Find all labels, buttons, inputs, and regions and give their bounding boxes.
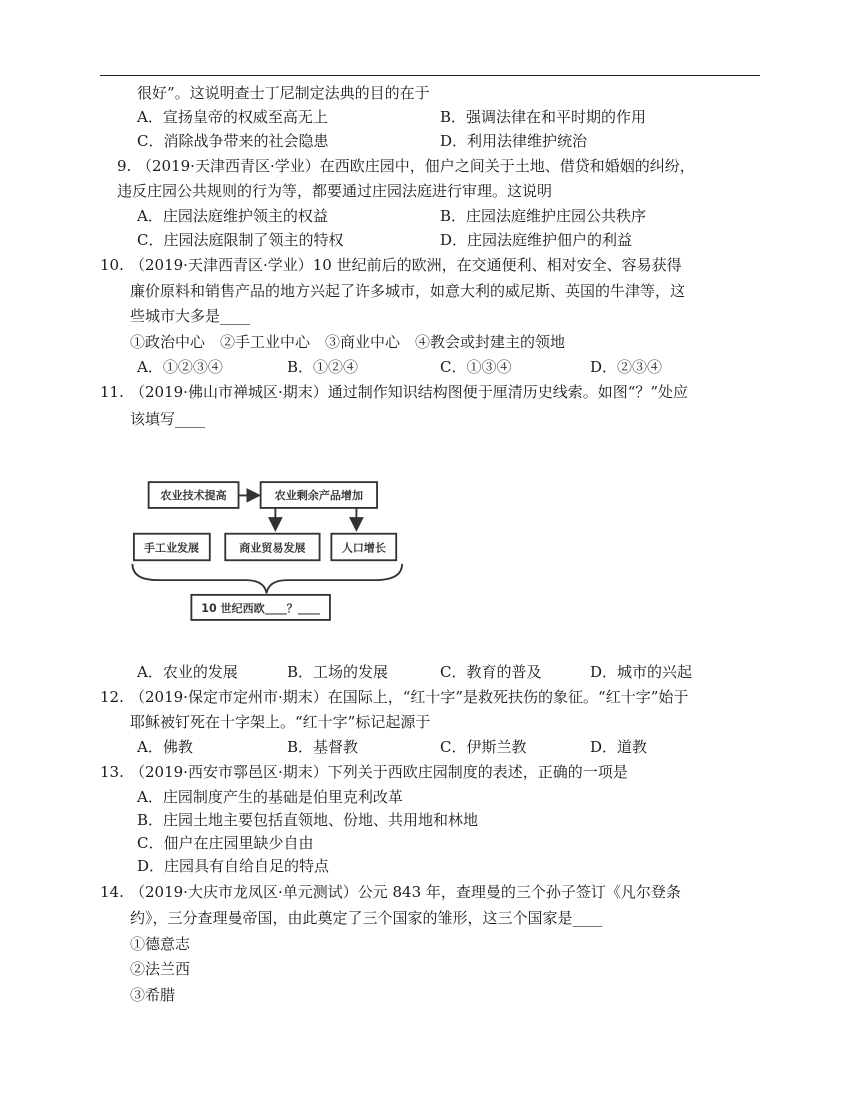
q14-statement-2: ②法兰西: [130, 960, 191, 978]
q14-statement-3: ③希腊: [130, 986, 176, 1004]
q9-stem-line2: 违反庄园公共规则的行为等，都要通过庄园法庭进行审理。这说明: [117, 182, 553, 200]
q10-stem-line1: （2019·天津西青区·学业）10 世纪前后的欧洲，在交通便利、相对安全、容易获得: [130, 256, 682, 274]
box-population-label: 人口增长: [341, 541, 386, 555]
q11-option-d: D．城市的兴起: [590, 663, 693, 681]
q14-number: 14.: [100, 883, 124, 901]
q10-statements: ①政治中心 ②手工业中心 ③商业中心 ④教会或封建主的领地: [130, 333, 566, 351]
knowledge-structure-diagram: [128, 450, 408, 655]
box-handicraft-label: 手工业发展: [143, 541, 200, 555]
q11-option-b: B．工场的发展: [287, 663, 389, 681]
q12-stem-line2: 耶稣被钉死在十字架上。“红十字”标记起源于: [130, 713, 431, 731]
q12-option-b: B．基督教: [287, 738, 359, 756]
q10-stem-line3: 些城市大多是____: [130, 307, 251, 325]
q14-statement-1: ①德意志: [130, 935, 191, 953]
q8-option-c: C．消除战争带来的社会隐患: [137, 132, 329, 150]
q8-option-b: B．强调法律在和平时期的作用: [440, 108, 647, 126]
q12-option-a: A．佛教: [137, 738, 193, 756]
q13-number: 13.: [100, 763, 124, 781]
q13-option-b: B．庄园土地主要包括直领地、份地、共用地和林地: [137, 811, 479, 829]
q12-option-d: D．道教: [590, 738, 648, 756]
q10-option-c: C．①③④: [440, 358, 512, 376]
q8-option-a: A．宣扬皇帝的权威至高无上: [137, 108, 328, 126]
q13-option-c: C．佃户在庄园里缺少自由: [137, 834, 314, 852]
q14-stem-line1: （2019·大庆市龙凤区·单元测试）公元 843 年，查理曼的三个孙子签订《凡尔登条: [130, 883, 681, 901]
q12-number: 12.: [100, 688, 124, 706]
q10-option-d: D．②③④: [590, 358, 663, 376]
q9-option-b: B．庄园法庭维护庄园公共秩序: [440, 207, 647, 225]
box-commerce-label: 商业贸易发展: [239, 541, 306, 555]
q8-stem-tail: 很好”。这说明查士丁尼制定法典的目的在于: [137, 84, 430, 102]
q9-option-c: C．庄园法庭限制了领主的特权: [137, 231, 344, 249]
q8-option-d: D．利用法律维护统治: [440, 132, 588, 150]
q10-number: 10.: [100, 256, 124, 274]
box-result-label: 10 世纪西欧____？____: [201, 601, 320, 615]
q9-option-d: D．庄园法庭维护佃户的利益: [440, 231, 633, 249]
header-rule: [100, 75, 760, 76]
q9-option-a: A．庄园法庭维护领主的权益: [137, 207, 328, 225]
q13-option-d: D．庄园具有自给自足的特点: [137, 857, 330, 875]
q12-stem-line1: （2019·保定市定州市·期末）在国际上，“红十字”是救死扶伤的象征。“红十字”始于: [130, 688, 689, 706]
q9-stem-line1: （2019·天津西青区·学业）在西欧庄园中，佃户之间关于土地、借贷和婚姻的纠纷，: [137, 157, 695, 175]
q11-option-a: A．农业的发展: [137, 663, 238, 681]
box-surplus-label: 农业剩余产品增加: [274, 489, 364, 503]
box-agri-tech-label: 农业技术提高: [160, 489, 227, 503]
q10-stem-line2: 廉价原料和销售产品的地方兴起了许多城市，如意大利的威尼斯、英国的牛津等，这: [130, 282, 686, 300]
q13-stem: （2019·西安市鄠邑区·期末）下列关于西欧庄园制度的表述，正确的一项是: [130, 763, 628, 781]
q10-option-a: A．①②③④: [137, 358, 223, 376]
q11-number: 11.: [100, 383, 124, 401]
q9-number: 9.: [117, 157, 132, 175]
q10-option-b: B．①②④: [287, 358, 359, 376]
q11-option-c: C．教育的普及: [440, 663, 542, 681]
q13-option-a: A．庄园制度产生的基础是伯里克利改革: [137, 788, 403, 806]
q12-option-c: C．伊斯兰教: [440, 738, 527, 756]
q14-stem-line2: 约》，三分查理曼帝国，由此奠定了三个国家的雏形，这三个国家是____: [130, 909, 603, 927]
q11-stem-line2: 该填写____: [130, 410, 206, 428]
brace: [132, 564, 402, 593]
q11-stem-line1: （2019·佛山市禅城区·期末）通过制作知识结构图便于厘清历史线索。如图“？”处应: [130, 383, 689, 401]
